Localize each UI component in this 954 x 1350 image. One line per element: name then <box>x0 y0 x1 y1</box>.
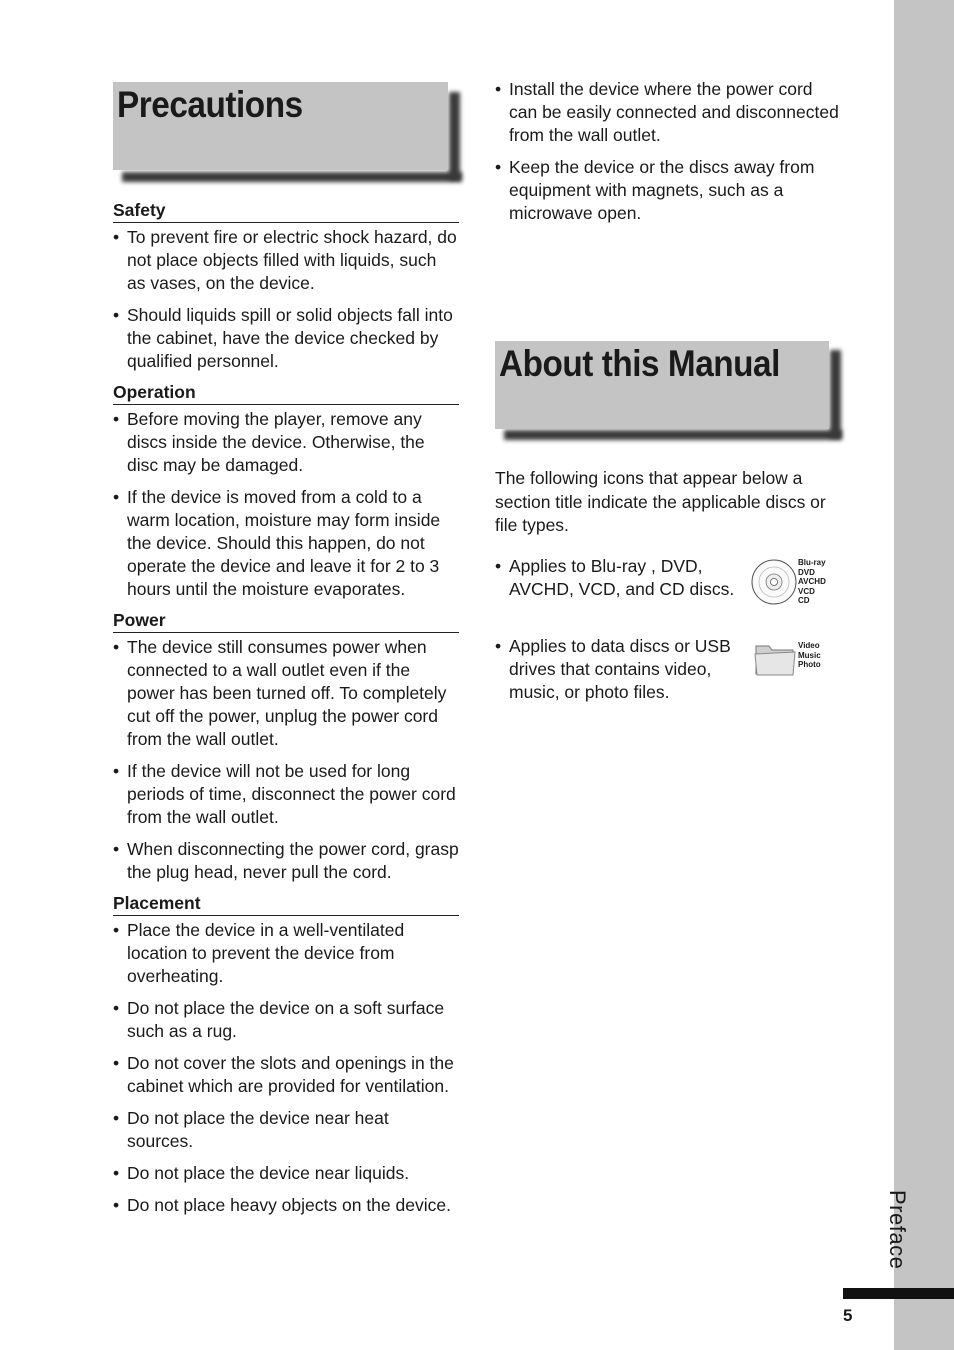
format-label: Blu-ray <box>798 558 826 567</box>
format-label: DVD <box>798 567 815 577</box>
about-title-shadow-side <box>830 350 841 438</box>
list-item: • If the device will not be used for long periods of time, disconnect the power cord from the wall outlet. <box>113 760 459 829</box>
about-title: About this Manual <box>499 343 780 384</box>
list-item: • When disconnecting the power cord, grasp the plug head, never pull the cord. <box>113 838 459 884</box>
list-item: • Do not place the device near liquids. <box>113 1162 459 1185</box>
list-item: • The device still consumes power when connected to a wall outlet even if the power has been turned off. To completely cut off the power, unplug the power cord from the wall outlet. <box>113 636 459 751</box>
format-label: CD <box>798 596 810 605</box>
precautions-continued-column <box>495 78 845 234</box>
list-item: • Place the device in a well-ventilated location to prevent the device from overheating. <box>113 919 459 988</box>
disc-format-labels <box>798 558 826 606</box>
list-item: • Do not place the device near heat sources. <box>113 1107 459 1153</box>
about-title-shadow <box>504 430 842 440</box>
precautions-title-shadow <box>122 172 462 182</box>
section-power <box>113 610 459 884</box>
list-item: • If the device is moved from a cold to a warm location, moisture may form inside the device. Should this happen, do not operate the device and leave it for 2 to 3 hours until the moisture evaporates. <box>113 486 459 601</box>
section-heading-safety: Safety <box>113 200 459 223</box>
precautions-title-box <box>113 82 448 170</box>
disc-icon <box>750 558 798 606</box>
precautions-title-shadow-side <box>449 92 460 180</box>
format-label: AVCHD <box>798 577 826 586</box>
file-type-labels <box>798 641 821 670</box>
section-placement <box>113 893 459 1217</box>
file-type-label: Video <box>798 641 820 650</box>
disc-applicability-item <box>495 555 739 610</box>
precautions-title: Precautions <box>117 84 303 125</box>
side-tab-strip <box>894 0 954 1350</box>
section-heading-placement: Placement <box>113 893 459 916</box>
page-number-bar <box>843 1288 954 1299</box>
list-item: • Should liquids spill or solid objects fall into the cabinet, have the device checked by qualified personnel. <box>113 304 459 373</box>
list-item: • Applies to Blu-ray , DVD, AVCHD, VCD, and CD discs. <box>495 555 739 601</box>
list-item: • Keep the device or the discs away from equipment with magnets, such as a microwave open. <box>495 156 845 225</box>
section-heading-power: Power <box>113 610 459 633</box>
list-item: • Before moving the player, remove any discs inside the device. Otherwise, the disc may be damaged. <box>113 408 459 477</box>
about-intro: The following icons that appear below a section title indicate the applicable discs or file types. <box>495 468 826 535</box>
list-item: • Install the device where the power cord can be easily connected and disconnected from the wall outlet. <box>495 78 845 147</box>
page-number: 5 <box>843 1306 853 1325</box>
folder-icon <box>753 640 797 678</box>
section-safety <box>113 200 459 373</box>
list-item: • Applies to data discs or USB drives that contains video, music, or photo files. <box>495 635 739 704</box>
list-item: • To prevent fire or electric shock hazard, do not place objects filled with liquids, such as vases, on the device. <box>113 226 459 295</box>
format-label: VCD <box>798 586 815 596</box>
section-heading-operation: Operation <box>113 382 459 405</box>
list-item: • Do not cover the slots and openings in the cabinet which are provided for ventilation. <box>113 1052 459 1098</box>
list-item: • Do not place the device on a soft surface such as a rug. <box>113 997 459 1043</box>
file-type-label: Music <box>798 650 821 660</box>
file-type-label: Photo <box>798 660 821 669</box>
list-item: • Do not place heavy objects on the device. <box>113 1194 459 1217</box>
file-applicability-item <box>495 635 739 713</box>
about-title-box <box>495 341 829 429</box>
section-operation <box>113 382 459 601</box>
side-tab-label: Preface <box>885 1190 910 1270</box>
precautions-left-column <box>113 194 459 1226</box>
